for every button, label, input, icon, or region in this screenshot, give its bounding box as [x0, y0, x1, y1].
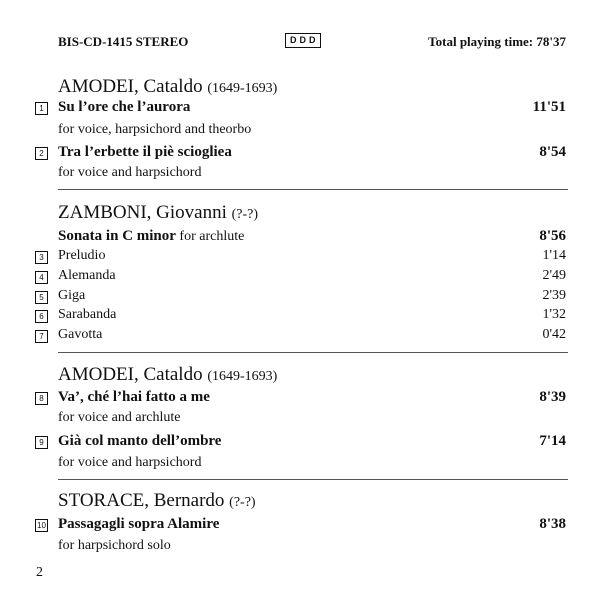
- work-duration: 8'54: [539, 144, 566, 160]
- movement-duration: 1'14: [542, 248, 566, 263]
- track-number: 5: [35, 291, 48, 304]
- work-title: Già col manto dell’ombre: [58, 433, 222, 449]
- work-title: Su l’ore che l’aurora: [58, 99, 191, 115]
- composer-heading: [58, 202, 258, 224]
- work-title: Tra l’erbette il piè sciogliea: [58, 144, 232, 160]
- section-divider: [58, 189, 568, 190]
- track-number: 6: [35, 310, 48, 323]
- composer-heading: [58, 76, 277, 98]
- work-title: Passagagli sopra Alamire: [58, 516, 220, 532]
- work-instrumentation: for voice and archlute: [58, 410, 181, 425]
- composer-name: AMODEI, Cataldo: [58, 364, 203, 385]
- movement-duration: 2'49: [542, 268, 566, 283]
- work-instrumentation: for archlute: [179, 229, 245, 244]
- track-number: 4: [35, 271, 48, 284]
- page-number: 2: [36, 565, 43, 580]
- composer-dates: (?-?): [229, 495, 256, 510]
- track-number: 9: [35, 436, 48, 449]
- composer-heading: [58, 490, 256, 512]
- work-title: Va’, ché l’hai fatto a me: [58, 389, 210, 405]
- work-instrumentation: for harpsichord solo: [58, 538, 171, 553]
- composer-dates: (?-?): [231, 207, 259, 222]
- movement-name: Alemanda: [58, 268, 116, 283]
- work-duration: 7'14: [539, 433, 566, 449]
- movement-name: Gavotta: [58, 327, 103, 342]
- movement-name: Giga: [58, 288, 86, 303]
- total-playing-time: Total playing time: 78'37: [428, 34, 566, 49]
- ddd-badge: DDD: [285, 33, 321, 48]
- work-title: [58, 228, 244, 245]
- movement-duration: 2'39: [542, 288, 566, 303]
- work-duration: 8'39: [539, 389, 566, 405]
- track-number: 3: [35, 251, 48, 264]
- movement-duration: 0'42: [542, 327, 566, 342]
- section-divider: [58, 352, 568, 353]
- work-instrumentation: for voice and harpsichord: [58, 165, 202, 180]
- section-divider: [58, 479, 568, 480]
- composer-dates: (1649-1693): [207, 81, 278, 96]
- composer-name: STORACE, Bernardo: [58, 490, 225, 511]
- track-number: 8: [35, 392, 48, 405]
- composer-dates: (1649-1693): [207, 369, 278, 384]
- track-number: 10: [35, 519, 48, 532]
- track-number: 1: [35, 102, 48, 115]
- movement-duration: 1'32: [542, 307, 566, 322]
- composer-heading: [58, 364, 277, 386]
- track-number: 2: [35, 147, 48, 160]
- composer-name: AMODEI, Cataldo: [58, 76, 203, 97]
- track-number: 7: [35, 330, 48, 343]
- work-duration: 8'38: [539, 516, 566, 532]
- work-duration: 8'56: [539, 228, 566, 244]
- movement-name: Sarabanda: [58, 307, 117, 322]
- work-instrumentation: for voice and harpsichord: [58, 455, 202, 470]
- work-duration: 11'51: [532, 99, 566, 115]
- movement-name: Preludio: [58, 248, 106, 263]
- catalog-number: BIS-CD-1415 STEREO: [58, 34, 189, 49]
- work-title-text: Sonata in C minor: [58, 228, 176, 244]
- work-instrumentation: for voice, harpsichord and theorbo: [58, 122, 252, 137]
- composer-name: ZAMBONI, Giovanni: [58, 202, 227, 223]
